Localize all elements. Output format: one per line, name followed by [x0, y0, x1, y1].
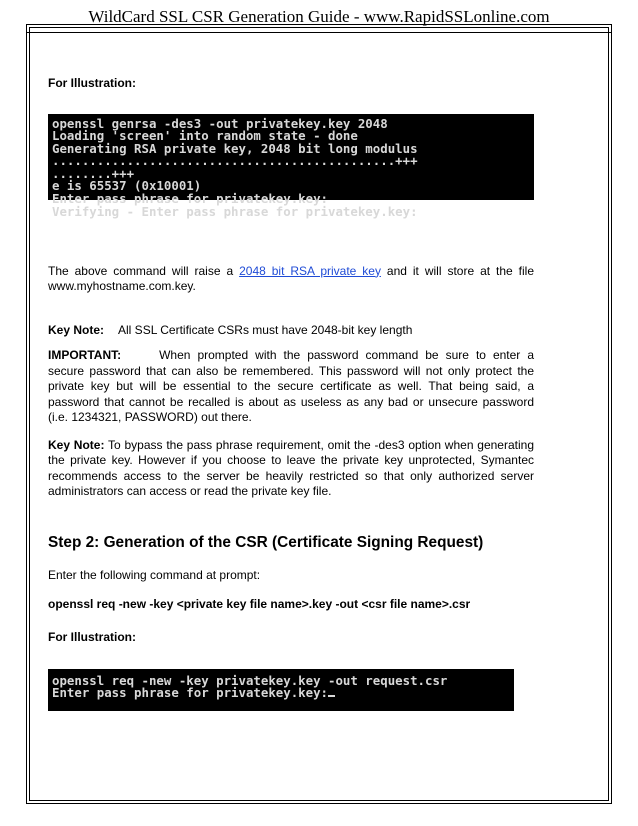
key-note-label: Key Note: [48, 437, 105, 452]
page-header: WildCard SSL CSR Generation Guide - www.RapidSSLonline.com [26, 2, 612, 33]
cursor-icon [328, 695, 335, 697]
illustration-label-2: For Illustration: [48, 630, 136, 644]
terminal-line: e is 65537 (0x10001) [52, 178, 202, 194]
document-body [48, 48, 534, 711]
terminal-screenshot-req [48, 669, 514, 711]
terminal-line: openssl req -new -key privatekey.key -out request.csr [52, 672, 448, 688]
instruction-text: Enter the following command at prompt: [48, 568, 261, 582]
illustration-label-1: For Illustration: [48, 76, 136, 90]
terminal-line: ..............................................+++ [52, 153, 418, 169]
terminal-line: ........+++ [52, 165, 135, 181]
key-note-length: Key Note: All SSL Certificate CSRs must have 2048-bit key length [48, 322, 413, 337]
csr-command: openssl req -new -key <private key file name>.key -out <csr file name>.csr [48, 596, 471, 611]
terminal-line: Enter pass phrase for privatekey.key: [52, 191, 329, 207]
important-paragraph: IMPORTANT: When prompted with the password command be sure to enter a secure password that can also be remembered. This password will not only protect the private key but will be essential to the secure certificate as well. That being said, a password that cannot be recalled is about as useless as any bad or unsecure password (i.e. 1234321, PASSWORD) out there. [48, 348, 534, 424]
terminal-line: Enter pass phrase for privatekey.key: [52, 687, 514, 700]
terminal-line: Generating RSA private key, 2048 bit long modulus [52, 140, 418, 156]
key-note-passphrase: Key Note: To bypass the pass phrase requirement, omit the -des3 option when generating the private key. However if you choose to leave the private key unprotected, Symantec recommends access to the server be heavily restricted so that only authorized server administrators can access or read the private key file. [48, 437, 534, 498]
step-2-heading: Step 2: Generation of the CSR (Certificate Signing Request) [48, 533, 484, 551]
rsa-key-link[interactable]: 2048 bit RSA private key [239, 263, 381, 278]
terminal-line: Loading 'screen' into random state - done [52, 128, 358, 144]
key-note-label: Key Note: [48, 322, 105, 337]
private-key-paragraph: The above command will raise a 2048 bit RSA private key and it will store at the file www.myhostname.com.key. [48, 263, 534, 293]
terminal-line: Verifying - Enter pass phrase for privatekey.key: [52, 203, 418, 219]
important-label: IMPORTANT: [48, 348, 122, 362]
terminal-line: openssl genrsa -des3 -out privatekey.key 2048 [52, 115, 388, 131]
terminal-screenshot-genrsa [48, 114, 534, 219]
